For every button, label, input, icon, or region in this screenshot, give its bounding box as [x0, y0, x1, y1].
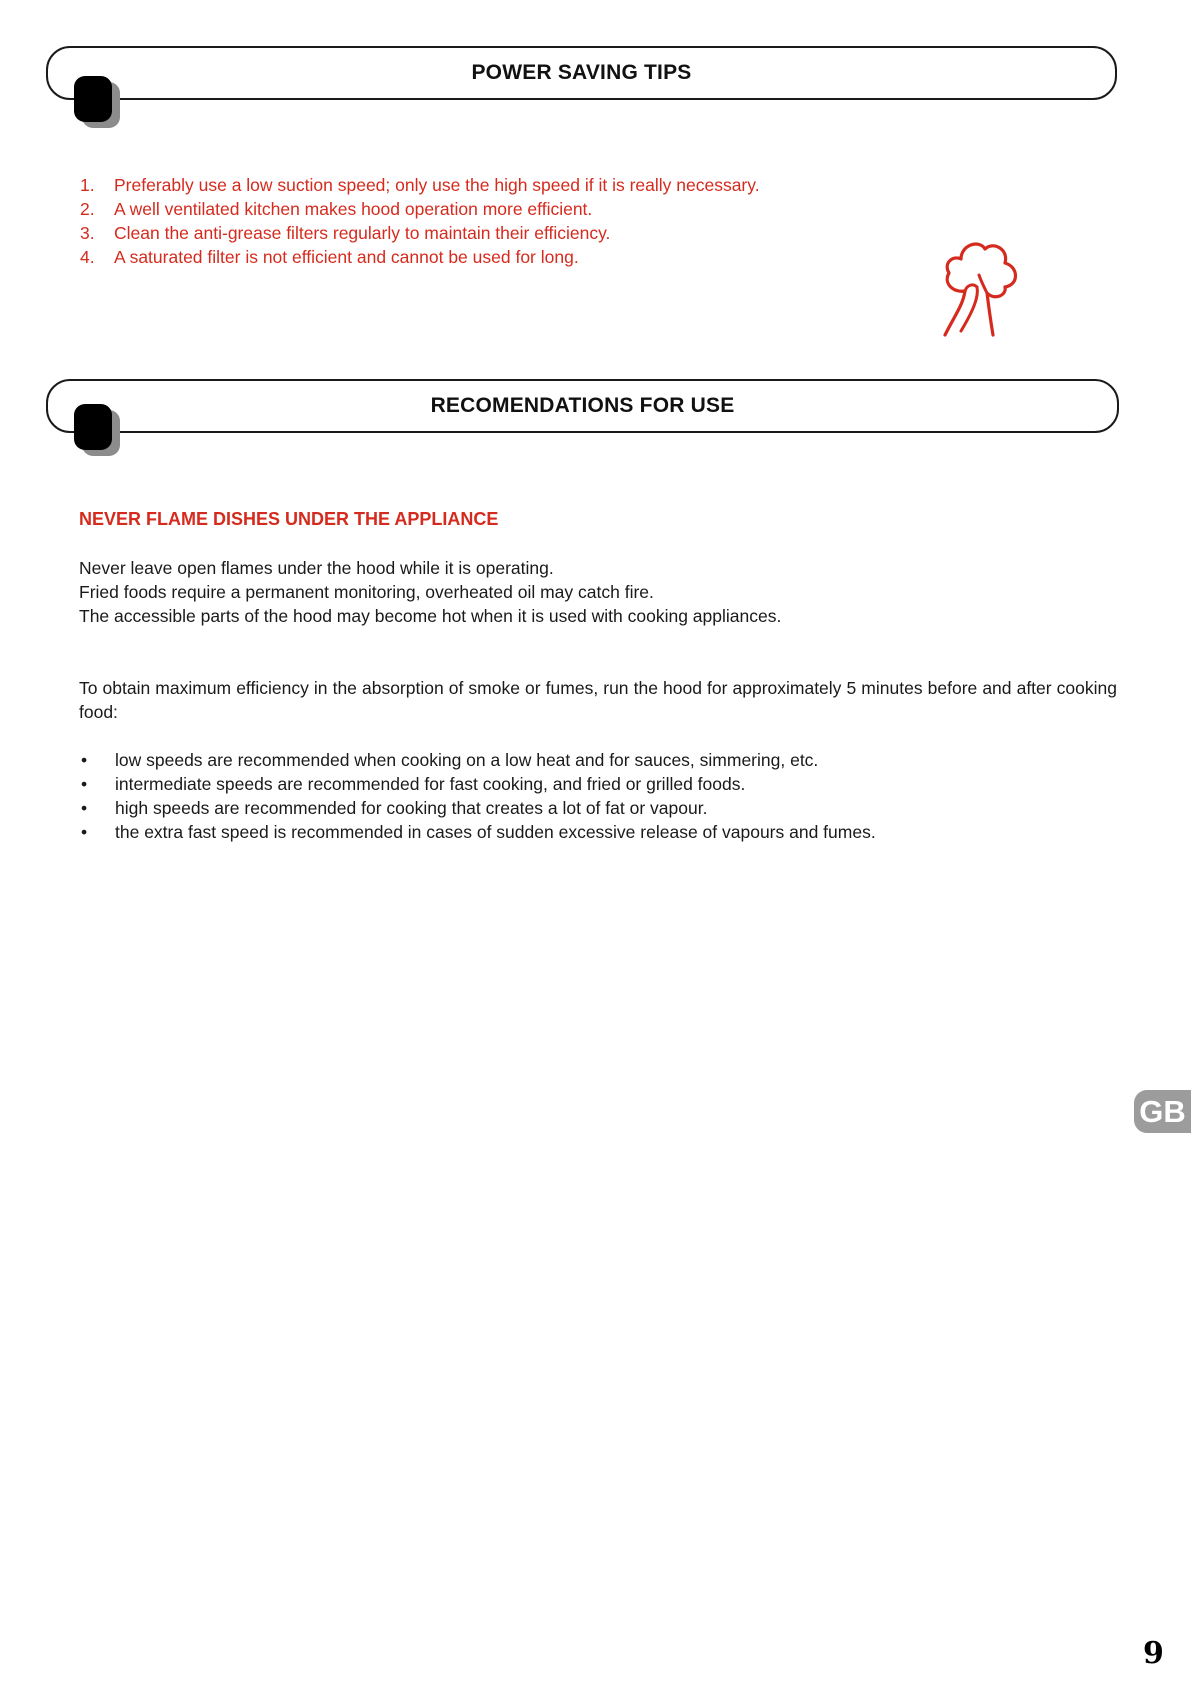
list-text: intermediate speeds are recommended for fast cooking, and fried or grilled foods.	[115, 774, 746, 794]
tab-marker	[74, 76, 112, 122]
warning-heading: NEVER FLAME DISHES UNDER THE APPLIANCE	[79, 509, 499, 529]
bullet: •	[81, 774, 88, 794]
list-item	[79, 748, 876, 772]
list-item	[80, 221, 760, 245]
tab-marker	[74, 404, 112, 450]
list-item	[80, 197, 760, 221]
page-number: 9	[1143, 1636, 1164, 1671]
list-text: A well ventilated kitchen makes hood operation more efficient.	[114, 199, 593, 219]
list-text: high speeds are recommended for cooking that creates a lot of fat or vapour.	[115, 798, 708, 818]
list-number: 1.	[80, 175, 95, 195]
section-header-recommendations	[46, 379, 1119, 433]
efficiency-paragraph	[79, 676, 1117, 724]
speed-tips-list	[79, 748, 876, 844]
section-header-power-saving	[46, 46, 1117, 100]
list-text: low speeds are recommended when cooking on a low heat and for sauces, simmering, etc.	[115, 750, 819, 770]
safety-line: The accessible parts of the hood may become hot when it is used with cooking appliances.	[79, 606, 782, 626]
bullet: •	[81, 798, 88, 818]
list-number: 2.	[80, 199, 95, 219]
safety-paragraph	[79, 556, 781, 628]
list-item	[79, 772, 876, 796]
bullet: •	[81, 750, 88, 770]
bullet: •	[81, 822, 88, 842]
list-text: Preferably use a low suction speed; only use the high speed if it is really necessary.	[114, 175, 760, 195]
list-item	[80, 173, 760, 197]
smoke-icon	[935, 235, 1025, 345]
list-item	[79, 796, 876, 820]
list-number: 3.	[80, 223, 95, 243]
safety-line: Fried foods require a permanent monitoring, overheated oil may catch fire.	[79, 582, 654, 602]
section-title: RECOMENDATIONS FOR USE	[430, 394, 735, 417]
list-text: Clean the anti-grease filters regularly to maintain their efficiency.	[114, 223, 611, 243]
efficiency-text: To obtain maximum efficiency in the absorption of smoke or fumes, run the hood for approximately 5 minutes before and after cooking food:	[79, 678, 1117, 722]
safety-line: Never leave open flames under the hood while it is operating.	[79, 558, 554, 578]
list-item	[80, 245, 760, 269]
list-text: A saturated filter is not efficient and cannot be used for long.	[114, 247, 579, 267]
list-number: 4.	[80, 247, 95, 267]
power-saving-tips-list	[80, 173, 760, 269]
section-title: POWER SAVING TIPS	[471, 61, 692, 84]
list-text: the extra fast speed is recommended in cases of sudden excessive release of vapours and fumes.	[115, 822, 876, 842]
list-item	[79, 820, 876, 844]
language-badge: GB	[1134, 1090, 1191, 1133]
